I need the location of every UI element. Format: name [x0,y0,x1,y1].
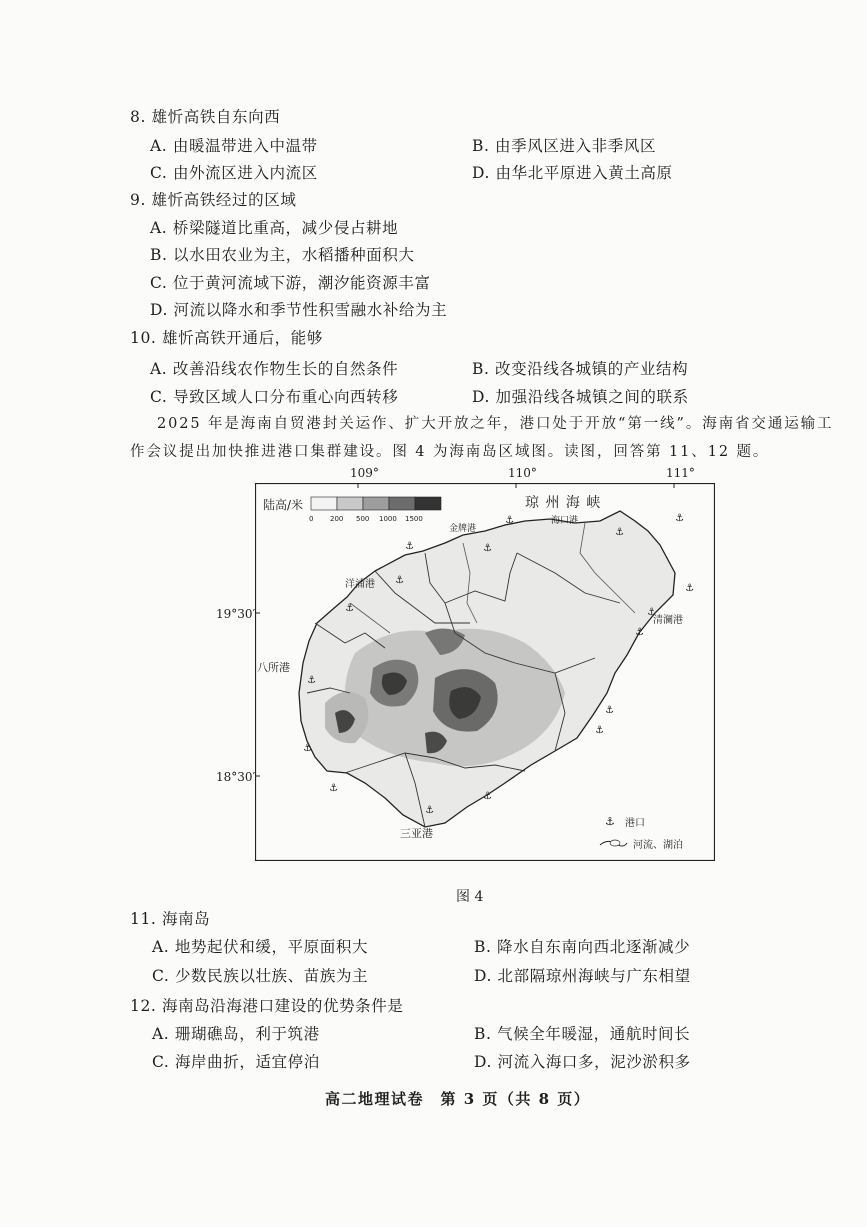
q11-option-a: A. 地势起伏和缓，平原面积大 [152,938,369,956]
q12-option-d: D. 河流入海口多，泥沙淤积多 [474,1053,691,1071]
key-port-label: 港口 [625,818,645,829]
svg-text:⚓: ⚓ [605,705,614,716]
intro-line-2: 作会议提出加快推进港口集群建设。图 4 为海南岛区域图。读图，回答第 11、12 题。 [130,444,770,460]
q10-option-b: B. 改变沿线各城镇的产业结构 [472,360,689,378]
q8-option-b: B. 由季风区进入非季风区 [472,137,657,155]
legend-swatch-1 [337,497,363,510]
svg-text:⚓: ⚓ [425,805,434,816]
svg-text:⚓: ⚓ [685,583,694,594]
hainan-map [255,483,715,861]
q11-option-b: B. 降水自东南向西北逐渐减少 [474,938,691,956]
anchor-icon: ⚓ [605,815,615,828]
svg-text:⚓: ⚓ [329,783,338,794]
legend-swatch-4 [415,497,441,510]
legend-swatch-3 [389,497,415,510]
svg-text:⚓: ⚓ [595,725,604,736]
legend-swatch-0 [311,497,337,510]
svg-text:⚓: ⚓ [307,675,316,686]
q8-option-a: A. 由暖温带进入中温带 [150,137,318,155]
port-label-basuo: 八所港 [257,661,290,674]
legend-tick-0: 0 [309,515,314,523]
lon-label-110: 110° [508,466,537,480]
q11-option-d: D. 北部隔琼州海峡与广东相望 [474,967,691,985]
q9-option-b: B. 以水田农业为主，水稻播种面积大 [150,246,415,264]
port-label-sanya: 三亚港 [400,827,433,840]
lon-label-109: 109° [350,466,379,480]
legend-swatch-2 [363,497,389,510]
q8-option-c: C. 由外流区进入内流区 [150,164,318,182]
figure-caption: 图 4 [456,889,484,905]
svg-text:⚓: ⚓ [405,541,414,552]
q8-stem: 8. 雄忻高铁自东向西 [130,108,281,126]
svg-text:⚓: ⚓ [675,513,684,524]
q11-option-c: C. 少数民族以壮族、苗族为主 [152,967,369,985]
key-river-label: 河流、湖泊 [633,840,683,851]
q10-option-d: D. 加强沿线各城镇之间的联系 [472,388,689,406]
port-label-jinpai: 金牌港 [449,524,477,534]
port-label-qinglan: 清澜港 [653,615,683,626]
svg-text:⚓: ⚓ [303,743,312,754]
port-label-haikou: 海口港 [551,516,579,526]
lat-label-1930: 19°30′ [216,607,256,621]
q12-option-b: B. 气候全年暖湿，通航时间长 [474,1025,691,1043]
q11-stem: 11. 海南岛 [130,910,211,928]
q12-stem: 12. 海南岛沿海港口建设的优势条件是 [130,997,404,1015]
svg-text:⚓: ⚓ [647,607,656,618]
legend-tick-500: 500 [356,515,370,523]
lon-label-111: 111° [666,466,695,480]
q10-option-a: A. 改善沿线农作物生长的自然条件 [150,360,399,378]
port-label-yangpu: 洋浦港 [345,579,375,590]
svg-text:⚓: ⚓ [615,527,624,538]
q9-option-a: A. 桥梁隧道比重高，减少侵占耕地 [150,219,399,237]
q8-option-d: D. 由华北平原进入黄土高原 [472,164,673,182]
svg-text:⚓: ⚓ [635,627,644,638]
svg-text:⚓: ⚓ [505,515,514,526]
q9-stem: 9. 雄忻高铁经过的区域 [130,191,297,209]
q12-option-c: C. 海岸曲折，适宜停泊 [152,1053,320,1071]
q10-stem: 10. 雄忻高铁开通后，能够 [130,329,323,347]
svg-text:⚓: ⚓ [483,543,492,554]
legend-title: 陆高/米 [263,498,304,512]
q12-option-a: A. 珊瑚礁岛，利于筑港 [152,1025,320,1043]
q9-option-c: C. 位于黄河流域下游，潮汐能资源丰富 [150,274,431,292]
strait-label: 琼 州 海 峡 [525,495,602,511]
q9-option-d: D. 河流以降水和季节性积雪融水补给为主 [150,301,448,319]
intro-line-1: 2025 年是海南自贸港封关运作、扩大开放之年，港口处于开放“第一线”。海南省交通运输工 [157,416,834,432]
legend-tick-1000: 1000 [379,515,397,523]
legend-tick-1500: 1500 [405,515,423,523]
svg-text:⚓: ⚓ [345,603,354,614]
svg-text:⚓: ⚓ [483,791,492,802]
legend-tick-200: 200 [330,515,344,523]
page-footer: 高二地理试卷 第 3 页（共 8 页） [325,1090,591,1108]
svg-text:⚓: ⚓ [395,575,404,586]
lat-label-1830: 18°30′ [216,770,256,784]
q10-option-c: C. 导致区域人口分布重心向西转移 [150,388,399,406]
